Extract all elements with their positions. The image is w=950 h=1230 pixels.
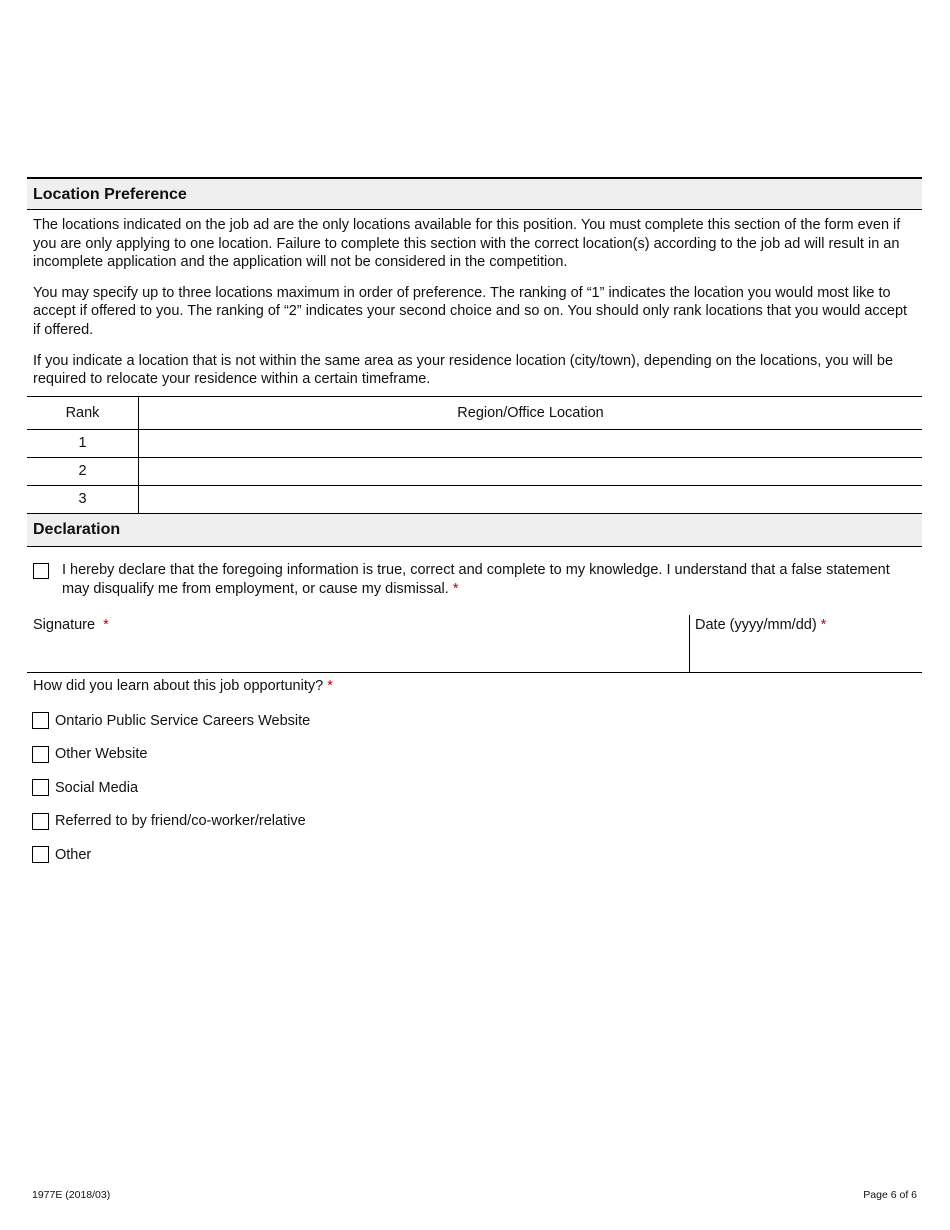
form-number: 1977E (2018/03) — [32, 1189, 111, 1201]
location-column-header: Region/Office Location — [139, 396, 923, 429]
source-option-referral[interactable] — [27, 804, 922, 838]
source-checkbox[interactable] — [32, 779, 49, 796]
declaration-text: I hereby declare that the foregoing information is true, correct and complete to my knowledge. I understand that a false statement may disqualify me from employment, or cause my dismissal. — [62, 561, 890, 597]
rank-row — [27, 429, 922, 457]
location-instructions-paragraph-2: You may specify up to three locations maximum in order of preference. The ranking of “1” indicates the location you would most like to accept if offered to you. The ranking of “2” indicates your second choice and so on. You should only rank locations that you would accept if offered. — [33, 284, 908, 338]
location-input-3[interactable] — [139, 485, 923, 513]
rank-row — [27, 485, 922, 513]
rank-column-header: Rank — [27, 396, 139, 429]
location-preference-heading: Location Preference — [27, 177, 922, 210]
location-rank-table — [27, 396, 922, 514]
source-option-label: Other Website — [55, 746, 148, 762]
declaration-checkbox[interactable] — [33, 563, 49, 579]
rank-number: 2 — [27, 457, 139, 485]
source-checkbox[interactable] — [32, 846, 49, 863]
job-source-question — [27, 673, 922, 704]
location-instructions-paragraph-3: If you indicate a location that is not within the same area as your residence location (city/town), depending on the locations, you will be required to relocate your residence within a certain timeframe. — [33, 352, 894, 388]
job-source-question-text: How did you learn about this job opportunity? — [33, 677, 324, 694]
location-input-2[interactable] — [139, 457, 923, 485]
required-asterisk: * — [820, 616, 827, 633]
required-asterisk: * — [452, 580, 459, 597]
source-option-ops-careers[interactable] — [27, 704, 922, 738]
rank-table-header — [27, 396, 922, 429]
rank-row — [27, 457, 922, 485]
page-number: Page 6 of 6 — [863, 1189, 917, 1201]
source-option-other[interactable] — [27, 838, 922, 872]
required-asterisk: * — [103, 616, 109, 633]
source-option-label: Referred to by friend/co-worker/relative — [55, 813, 306, 829]
required-asterisk: * — [327, 677, 333, 694]
date-label: Date (yyyy/mm/dd) — [695, 616, 817, 633]
source-option-social-media[interactable] — [27, 771, 922, 805]
signature-row — [27, 615, 922, 673]
source-checkbox[interactable] — [32, 746, 49, 763]
rank-number: 1 — [27, 429, 139, 457]
source-checkbox[interactable] — [32, 712, 49, 729]
location-instructions-paragraph-1: The locations indicated on the job ad are the only locations available for this position. You must complete this section of the form even if you are only applying to one location. Failure to complete this section with the correct location(s) according to the job ad will result in an incomplete application and the application will not be considered in the competition. — [33, 217, 901, 271]
rank-number: 3 — [27, 485, 139, 513]
location-input-1[interactable] — [139, 429, 923, 457]
source-option-label: Social Media — [55, 779, 139, 796]
date-field[interactable] — [689, 615, 922, 672]
source-option-other-website[interactable] — [27, 737, 922, 771]
declaration-statement — [62, 561, 916, 599]
declaration-row — [27, 547, 922, 601]
signature-field[interactable] — [27, 615, 689, 672]
source-option-label: Other — [55, 846, 92, 863]
source-option-label: Ontario Public Service Careers Website — [55, 712, 311, 729]
source-checkbox[interactable] — [32, 813, 49, 830]
declaration-heading: Declaration — [27, 514, 922, 547]
signature-label: Signature — [33, 616, 96, 633]
application-form — [27, 177, 922, 871]
